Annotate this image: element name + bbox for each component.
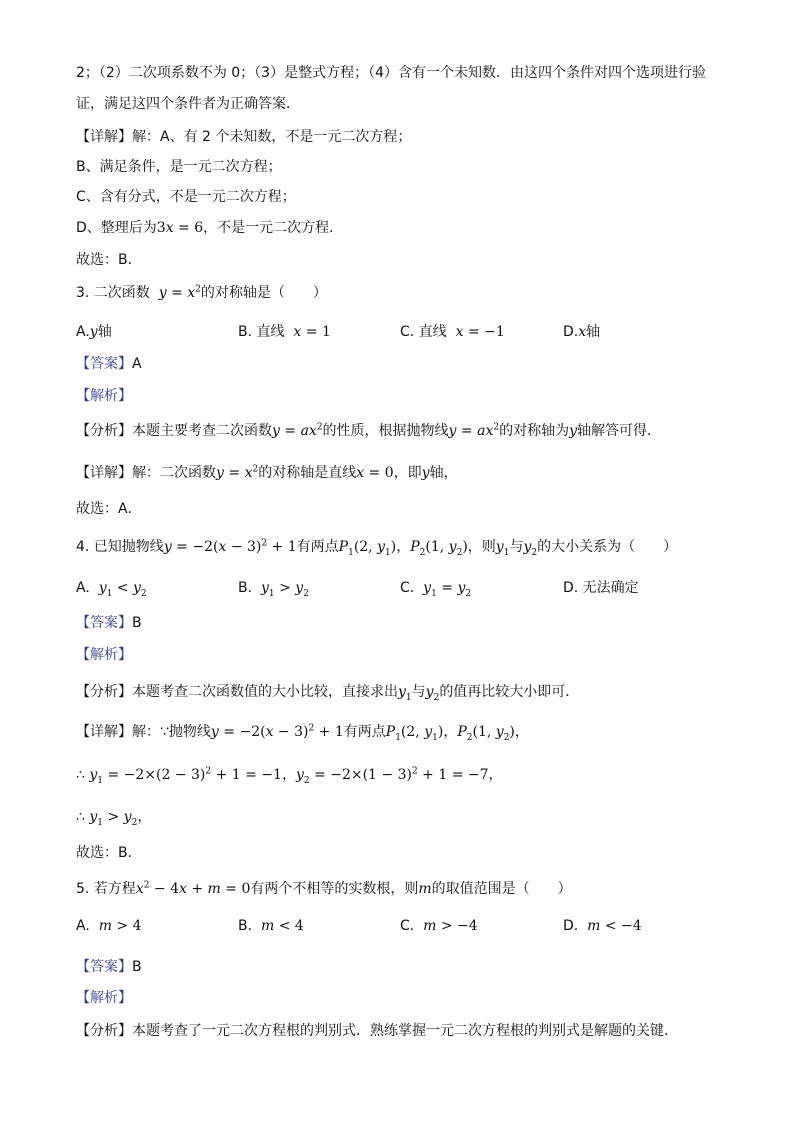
q5-fenxi: 【分析】本题考查了一元二次方程根的判别式．熟练掌握一元二次方程根的判别式是解题的关键．	[76, 1023, 678, 1039]
q4-option-c: C. $y_1 = y_2$	[400, 580, 472, 599]
q5-analysis: 【解析】	[76, 990, 132, 1006]
q3-option-c: C. 直线 x = −1	[400, 324, 505, 340]
q3-option-a: A.y轴	[76, 324, 112, 340]
q5-option-c: C. m > −4	[400, 918, 478, 934]
q5-option-a: A. m > 4	[76, 918, 142, 934]
q4-option-d: D. 无法确定	[563, 580, 639, 596]
q3-answer	[76, 354, 142, 374]
text: B、满足条件，是一元二次方程；	[76, 159, 282, 175]
answer-tag: 【答案】	[76, 356, 132, 372]
q3-detail: 【详解】解：二次函数$y = x^2$的对称轴是直线x = 0，即y轴，	[76, 464, 458, 481]
text: 【详解】解：A、有 2 个未知数，不是一元二次方程；	[76, 129, 412, 145]
text: C、含有分式，不是一元二次方程；	[76, 189, 296, 205]
text: 3. 二次函数	[76, 285, 150, 301]
q4-option-b: B. $y_1 > y_2$	[238, 580, 309, 599]
q5-option-b: B. m < 4	[238, 918, 304, 934]
q4-conclusion: ∴ $y_1 > y_2$，	[76, 809, 152, 828]
text: ，不是一元二次方程．	[203, 220, 344, 236]
q4-analysis: 【解析】	[76, 647, 132, 663]
q5-option-d: D. m < −4	[563, 918, 642, 934]
text: 故选：B．	[76, 252, 142, 268]
analysis-tag: 【解析】	[76, 388, 132, 404]
line-detail-a	[76, 127, 411, 147]
q3-choose: 故选：A．	[76, 501, 142, 517]
text: D、整理后为	[76, 220, 157, 236]
q5-stem: 5. 若方程$x^2 - 4x + m = 0$有两个不相等的实数根，则m的取值范围是（ ）	[76, 880, 572, 897]
q4-choose: 故选：B．	[76, 845, 142, 861]
q4-option-a: A. $y_1 < y_2$	[76, 580, 147, 599]
line-choose-b	[76, 250, 142, 270]
q5-answer: 【答案】B	[76, 959, 142, 975]
q4-calc: ∴ $y_1 = -2\times(2 - 3)^2 + 1 = -1$，$y_2 = -2\times(1 - 3)^2 + 1 = -7$，	[76, 766, 503, 786]
math: y	[158, 285, 167, 301]
q4-stem: 4. 已知抛物线$y = -2(x - 3)^2 + 1$有两点$P_1(2$, $y_1$)，$P_2(1$, $y_2$)，则$y_1$与$y_2$的大小关系为（ ）	[76, 538, 678, 558]
q3-option-d: D.x轴	[563, 324, 601, 340]
line-detail-c	[76, 187, 296, 207]
q3-analysis	[76, 386, 132, 406]
line-detail-d	[76, 218, 343, 238]
q3-option-b: B. 直线 x = 1	[238, 324, 331, 340]
line-conditions-2	[76, 94, 300, 114]
text: 证，满足这四个条件者为正确答案．	[76, 96, 300, 112]
text: 的对称轴是（ ）	[200, 285, 327, 301]
text: 2；（2）二次项系数不为 0；（3）是整式方程；（4）含有一个未知数．由这四个条件对四个选项进行验	[76, 65, 706, 81]
q3-fenxi: 【分析】本题主要考查二次函数$y = ax^2$的性质，根据抛物线$y = ax^2$的对称轴为y轴解答可得．	[76, 422, 662, 439]
q3-stem: 3. 二次函数 $y = x^2$的对称轴是（ ）	[76, 284, 327, 301]
q4-answer: 【答案】B	[76, 615, 142, 631]
q4-detail: 【详解】解：∵抛物线$y = -2(x - 3)^2 + 1$有两点$P_1(2$, $y_1$)，$P_2(1$, $y_2$)，	[76, 723, 529, 743]
answer-value: A	[132, 356, 142, 372]
line-conditions	[76, 63, 706, 83]
math: 3x = 6	[156, 220, 204, 236]
q4-fenxi: 【分析】本题考查二次函数值的大小比较，直接求出$y_1$与$y_2$的值再比较大小即可．	[76, 684, 580, 703]
line-detail-b	[76, 157, 282, 177]
